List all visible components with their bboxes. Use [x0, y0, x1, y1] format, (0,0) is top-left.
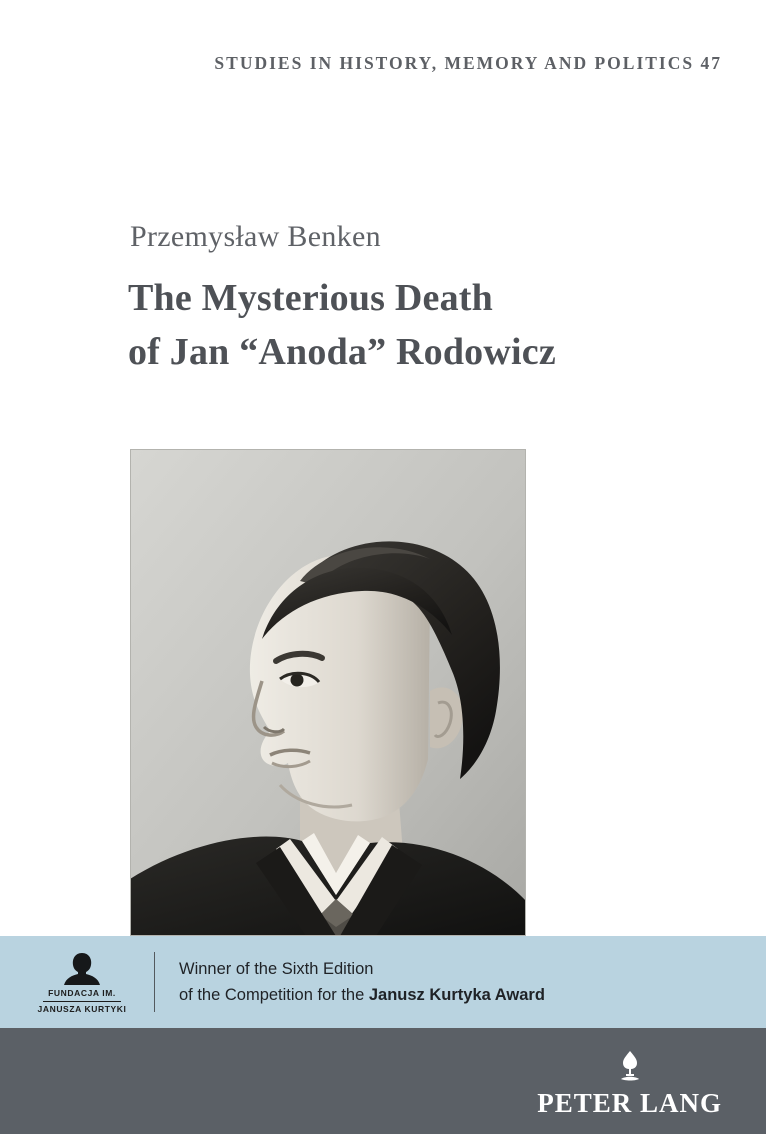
- publisher-logo: [537, 1050, 722, 1119]
- cover-portrait-photo: [130, 449, 526, 936]
- foundation-name: [38, 988, 127, 1016]
- kurtyka-foundation-logo: [0, 949, 150, 1016]
- portrait-silhouette-icon: [59, 949, 105, 985]
- foundation-name-divider: [43, 1001, 121, 1002]
- award-vertical-divider: [154, 952, 155, 1012]
- book-title: [128, 272, 688, 380]
- publisher-name: PETER LANG: [537, 1088, 722, 1118]
- author-name: Przemysław Benken: [130, 220, 381, 253]
- award-text-line-2: [179, 982, 545, 1008]
- book-title-line-1: The Mysterious Death: [128, 277, 493, 319]
- portrait-illustration: [130, 449, 526, 936]
- award-banner: [0, 936, 766, 1028]
- series-title: STUDIES IN HISTORY, MEMORY AND POLITICS 47: [214, 53, 722, 73]
- award-text-prefix: of the Competition for the: [179, 986, 369, 1004]
- publisher-banner: [0, 1028, 766, 1134]
- foundation-mark-icon: [59, 949, 105, 985]
- foundation-name-line-1: FUNDACJA IM.: [48, 987, 116, 998]
- foundation-name-line-2: JANUSZA KURTYKI: [37, 1004, 127, 1014]
- tree-icon: [615, 1050, 645, 1084]
- award-name: Janusz Kurtyka Award: [368, 986, 545, 1004]
- award-text-line-1: Winner of the Sixth Edition: [179, 959, 374, 978]
- award-text: [179, 956, 545, 1009]
- book-title-line-2: of Jan “Anoda” Rodowicz: [128, 330, 556, 373]
